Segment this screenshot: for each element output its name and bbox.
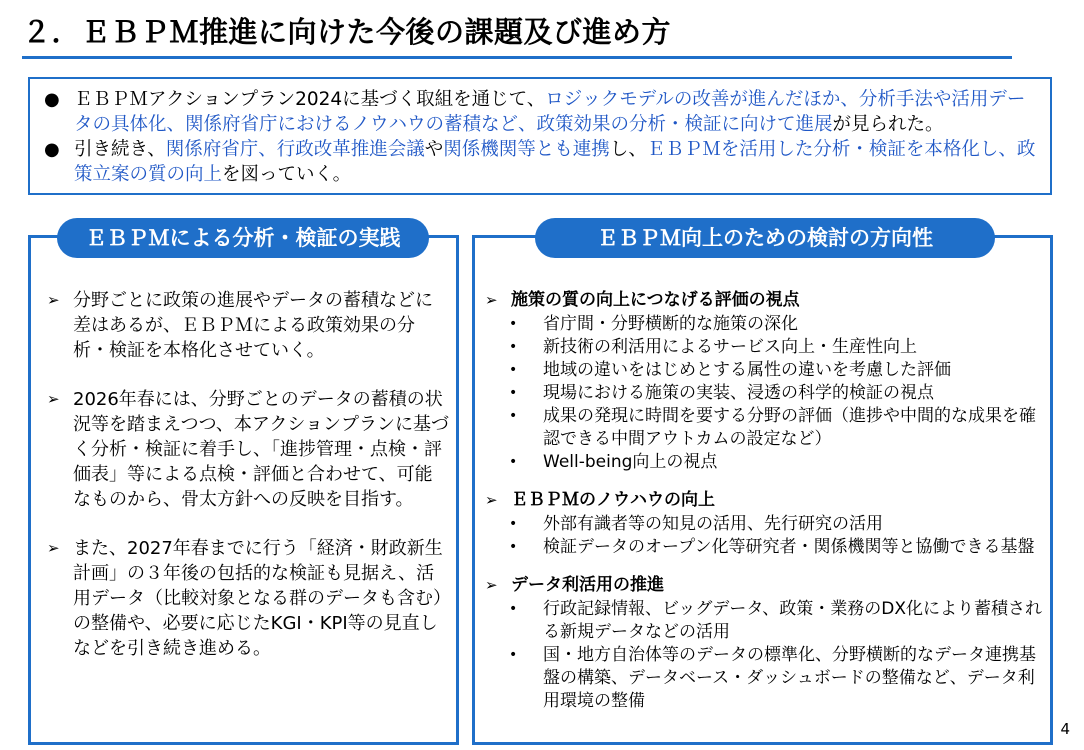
summary-text bbox=[74, 87, 1036, 137]
dot-bullet-icon: • bbox=[509, 539, 518, 555]
list-item bbox=[47, 288, 450, 363]
list-item bbox=[485, 451, 1044, 474]
left-panel-title: ＥＢＰＭによる分析・検証の実践 bbox=[57, 218, 429, 258]
list-item bbox=[485, 336, 1044, 359]
summary-bullet bbox=[44, 87, 1036, 137]
dot-bullet-icon: • bbox=[509, 454, 518, 470]
dot-bullet-icon: • bbox=[509, 362, 518, 378]
list-item bbox=[485, 644, 1044, 713]
summary-segment: や bbox=[424, 139, 444, 160]
section-list bbox=[485, 313, 1044, 474]
summary-box bbox=[28, 77, 1052, 195]
section-knowhow bbox=[485, 488, 1044, 559]
page-number: 4 bbox=[1060, 720, 1070, 738]
section-heading-text: 施策の質の向上につなげる評価の視点 bbox=[511, 290, 800, 310]
list-item bbox=[485, 313, 1044, 336]
section-heading bbox=[485, 488, 1044, 513]
section-heading-text: ＥＢＰＭのノウハウの向上 bbox=[511, 490, 715, 510]
summary-segment: し、 bbox=[609, 139, 647, 160]
list-item bbox=[485, 598, 1044, 644]
arrow-bullet-icon: ➢ bbox=[47, 539, 60, 557]
list-item-text: 外部有識者等の知見の活用、先行研究の活用 bbox=[543, 514, 883, 534]
right-panel-title: ＥＢＰＭ向上のための検討の方向性 bbox=[535, 218, 995, 258]
right-panel-body bbox=[485, 288, 1044, 727]
left-panel-list bbox=[47, 288, 450, 685]
summary-highlight: ロジックモデルの改善が進んだほか、分析手法や活用データの具体化、関係府省庁におけるノウハウの蓄積など、政策効果の分析・検証に向けて進展 bbox=[74, 89, 1026, 135]
list-item bbox=[485, 513, 1044, 536]
list-item-text: 省庁間・分野横断的な施策の深化 bbox=[543, 314, 798, 334]
summary-segment: が見られた。 bbox=[832, 114, 944, 135]
list-item-text: また、2027年春までに行う「経済・財政新生計画」の３年後の包括的な検証も見据え、活用データ（比較対象となる群のデータも含む）の整備や、必要に応じたKGI・KPI等の見直しなどを引き続き進める。 bbox=[73, 538, 443, 659]
page-title: ２．ＥＢＰＭ推進に向けた今後の課題及び進め方 bbox=[22, 15, 672, 49]
summary-segment: ＥＢＰＭアクションプラン2024に基づく取組を通じて、 bbox=[74, 89, 546, 110]
arrow-bullet-icon: ➢ bbox=[485, 291, 498, 309]
dot-bullet-icon: • bbox=[509, 339, 518, 355]
list-item-text: Well-being向上の視点 bbox=[543, 452, 718, 472]
list-item-text: 分野ごとに政策の進展やデータの蓄積などに差はあるが、ＥＢＰＭによる政策効果の分析・検証を本格化させていく。 bbox=[73, 290, 433, 361]
section-list bbox=[485, 598, 1044, 713]
left-panel bbox=[28, 226, 459, 745]
dot-bullet-icon: • bbox=[509, 408, 518, 424]
list-item bbox=[47, 536, 450, 661]
list-item-text: 現場における施策の実装、浸透の科学的検証の視点 bbox=[543, 383, 934, 403]
arrow-bullet-icon: ➢ bbox=[485, 491, 498, 509]
bullet-dot-icon: ● bbox=[44, 139, 60, 160]
section-data-use bbox=[485, 573, 1044, 713]
right-panel bbox=[472, 226, 1053, 745]
dot-bullet-icon: • bbox=[509, 316, 518, 332]
section-heading-text: データ利活用の推進 bbox=[511, 575, 664, 595]
summary-highlight: 関係機関等とも連携 bbox=[443, 139, 610, 160]
summary-highlight: ＥＢＰＭを活用した分析・検証を本格化し、政策立案の質の向上 bbox=[74, 139, 1036, 185]
list-item-text: 地域の違いをはじめとする属性の違いを考慮した評価 bbox=[543, 360, 951, 380]
dot-bullet-icon: • bbox=[509, 516, 518, 532]
summary-bullet bbox=[44, 137, 1036, 187]
list-item-text: 新技術の利活用によるサービス向上・生産性向上 bbox=[543, 337, 917, 357]
list-item-text: 2026年春には、分野ごとのデータの蓄積の状況等を踏まえつつ、本アクションプランに基づく分析・検証に着手し、「進捗管理・点検・評価表」等による点検・評価と合わせて、可能なものから、骨太方針への反映を目指す。 bbox=[73, 389, 450, 510]
section-heading bbox=[485, 288, 1044, 313]
list-item-text: 成果の発現に時間を要する分野の評価（進捗や中間的な成果を確認できる中間アウトカムの設定など） bbox=[543, 406, 1036, 449]
list-item bbox=[485, 405, 1044, 451]
dot-bullet-icon: • bbox=[509, 647, 518, 663]
list-item bbox=[485, 359, 1044, 382]
list-item bbox=[485, 536, 1044, 559]
list-item bbox=[485, 382, 1044, 405]
section-heading bbox=[485, 573, 1044, 598]
summary-highlight: 関係府省庁、行政改革推進会議 bbox=[165, 139, 425, 160]
section-list bbox=[485, 513, 1044, 559]
dot-bullet-icon: • bbox=[509, 385, 518, 401]
list-item-text: 検証データのオープン化等研究者・関係機関等と協働できる基盤 bbox=[543, 537, 1035, 557]
summary-segment: 引き続き、 bbox=[74, 139, 166, 160]
arrow-bullet-icon: ➢ bbox=[47, 390, 60, 408]
title-underline bbox=[22, 56, 1012, 59]
list-item-text: 行政記録情報、ビッグデータ、政策・業務のDX化により蓄積される新規データなどの活用 bbox=[543, 599, 1043, 642]
section-quality bbox=[485, 288, 1044, 474]
summary-segment: を図っていく。 bbox=[222, 164, 352, 185]
arrow-bullet-icon: ➢ bbox=[47, 291, 60, 309]
summary-text bbox=[74, 137, 1036, 187]
dot-bullet-icon: • bbox=[509, 601, 518, 617]
bullet-dot-icon: ● bbox=[44, 89, 60, 110]
arrow-bullet-icon: ➢ bbox=[485, 576, 498, 594]
list-item bbox=[47, 387, 450, 512]
list-item-text: 国・地方自治体等のデータの標準化、分野横断的なデータ連携基盤の構築、データベース・ダッシュボードの整備など、データ利用環境の整備 bbox=[543, 645, 1036, 711]
